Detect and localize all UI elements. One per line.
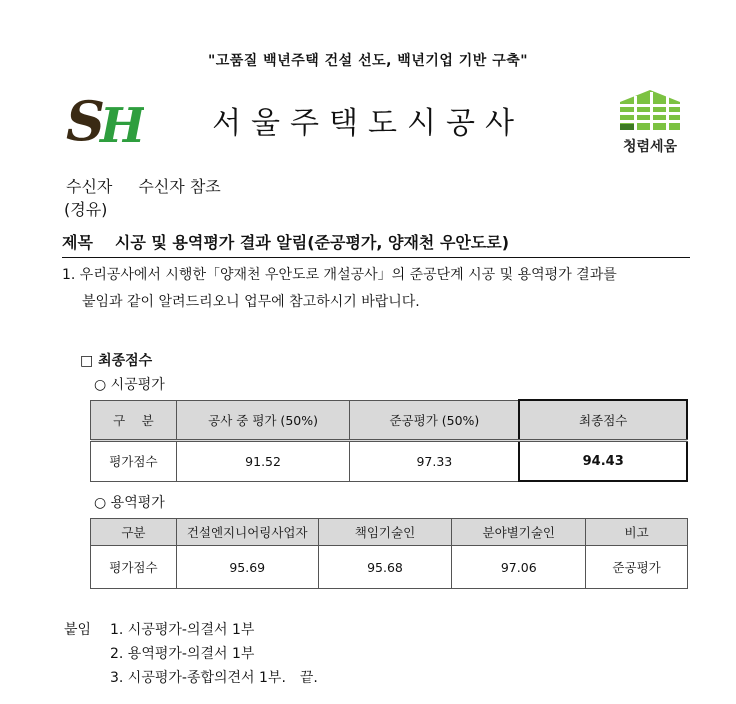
attachment-item: 3. 시공평가-종합의견서 1부. 끝. [110,670,318,686]
body-line-1: 1. 우리공사에서 시행한「양재천 우안도로 개설공사」의 준공단계 시공 및 용역평가 결과를 [62,267,617,283]
subject-text: 시공 및 용역평가 결과 알림(준공평가, 양재천 우안도로) [114,233,510,252]
attachments [64,618,318,690]
recipient-line [66,174,247,197]
recipient-label: 수신자 [66,177,113,196]
table-header-row [91,400,688,441]
table-header-cell: 분야별기술인 [452,519,586,546]
table-cell: 준공평가 [586,546,688,589]
service-eval-label: ○ 용역평가 [94,495,165,511]
service-eval-table [90,518,688,589]
table-cell: 95.69 [176,546,318,589]
slogan: "고품질 백년주택 건설 선도, 백년기업 기반 구축" [207,53,529,69]
table-header-cell: 준공평가 (50%) [350,400,520,441]
final-score-value: 94.43 [519,441,687,482]
table-header-cell: 책임기술인 [318,519,452,546]
table-cell: 평가점수 [91,546,177,589]
body-line-2: 붙임과 같이 알려드리오니 업무에 참고하시기 바랍니다. [82,294,420,310]
via-line: (경유) [64,200,108,219]
organization-name: 서울주택도시공사 [212,106,524,141]
table-cell: 95.68 [318,546,452,589]
table-cell: 91.52 [176,441,350,482]
table-header-cell-final: 최종점수 [519,400,687,441]
subject-line [62,230,690,258]
table-row [91,546,688,589]
table-cell: 97.06 [452,546,586,589]
table-cell: 평가점수 [91,441,177,482]
table-header-cell: 구분 [91,519,177,546]
recipient-value: 수신자 참조 [138,177,221,196]
sh-logo-s: S [66,89,105,152]
attachments-label: 붙임 [64,622,92,638]
table-row [91,441,688,482]
construction-eval-label: ○ 시공평가 [94,377,165,393]
table-header-cell: 공사 중 평가 (50%) [176,400,350,441]
sh-logo-h: H [100,98,144,152]
table-header-cell: 구 분 [91,400,177,441]
attachment-item: 2. 용역평가-의결서 1부 [110,646,255,662]
table-header-row [91,519,688,546]
subject-label: 제목 [62,233,93,252]
body-paragraph [62,262,702,316]
construction-eval-table [90,399,688,482]
integrity-logo-text: 청렴세움 [622,139,678,155]
attachment-item: 1. 시공평가-의결서 1부 [110,622,255,638]
table-header-cell: 비고 [586,519,688,546]
final-score-section-title: □ 최종점수 [80,353,153,369]
table-cell: 97.33 [350,441,520,482]
table-header-cell: 건설엔지니어링사업자 [176,519,318,546]
